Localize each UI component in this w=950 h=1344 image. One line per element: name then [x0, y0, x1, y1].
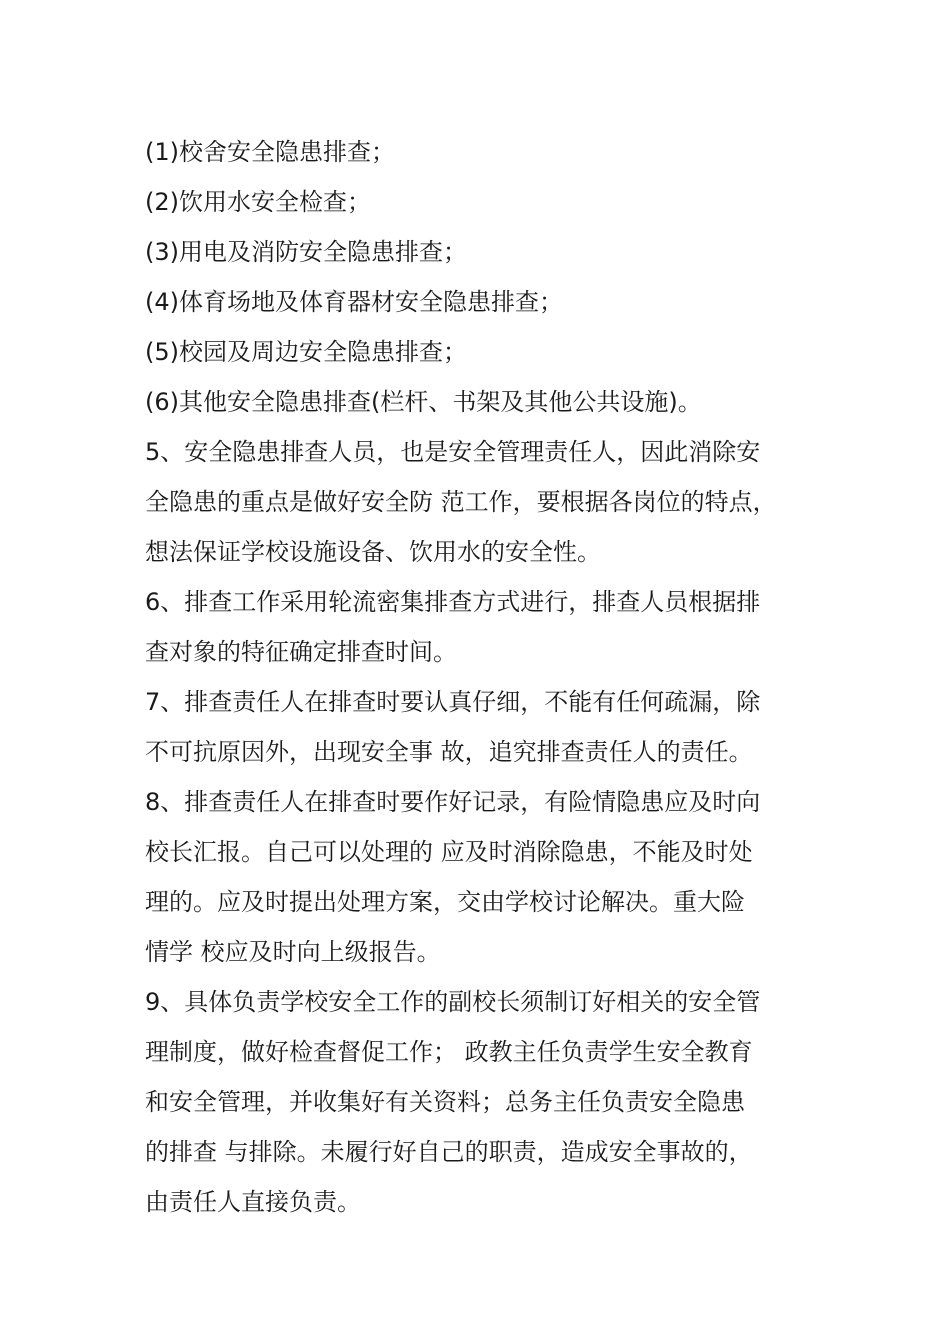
text-line: (4)体育场地及体育器材安全隐患排查；: [145, 288, 563, 316]
text-line: 8、排查责任人在排查时要作好记录，有险情隐患应及时向: [145, 788, 761, 816]
paragraph: [145, 327, 835, 377]
text-line: (2)饮用水安全检查；: [145, 188, 371, 216]
text-line: 5、安全隐患排查人员，也是安全管理责任人，因此消除安: [145, 438, 761, 466]
text-line: 6、排查工作采用轮流密集排查方式进行，排查人员根据排: [145, 588, 761, 616]
text-line: 想法保证学校设施设备、饮用水的安全性。: [145, 538, 601, 566]
paragraph: [145, 277, 835, 327]
text-line: 校长汇报。自己可以处理的 应及时消除隐患，不能及时处: [145, 838, 753, 866]
paragraph: [145, 377, 835, 427]
text-line: 理的。应及时提出处理方案，交由学校讨论解决。重大险: [145, 888, 745, 916]
text-line: 不可抗原因外，出现安全事 故，追究排查责任人的责任。: [145, 738, 753, 766]
text-line: 情学 校应及时向上级报告。: [145, 938, 441, 966]
paragraph: [145, 177, 835, 227]
text-line: (1)校舍安全隐患排查；: [145, 138, 395, 166]
text-line: (5)校园及周边安全隐患排查；: [145, 338, 467, 366]
text-line: (3)用电及消防安全隐患排查；: [145, 238, 467, 266]
paragraph: [145, 127, 835, 177]
text-line: 9、具体负责学校安全工作的副校长须制订好相关的安全管: [145, 988, 761, 1016]
text-line: 的排查 与排除。未履行好自己的职责，造成安全事故的，: [145, 1138, 753, 1166]
paragraph: [145, 777, 835, 977]
paragraph: [145, 577, 835, 677]
text-line: (6)其他安全隐患排查(栏杆、书架及其他公共设施)。: [145, 388, 702, 416]
paragraph: [145, 677, 835, 777]
text-line: 由责任人直接负责。: [145, 1188, 361, 1216]
paragraph: [145, 227, 835, 277]
paragraph: [145, 977, 835, 1227]
text-line: 7、排查责任人在排查时要认真仔细，不能有任何疏漏，除: [145, 688, 761, 716]
text-line: 理制度，做好检查督促工作； 政教主任负责学生安全教育: [145, 1038, 753, 1066]
text-line: 查对象的特征确定排查时间。: [145, 638, 457, 666]
document-body: [145, 127, 835, 1227]
text-line: 和安全管理，并收集好有关资料；总务主任负责安全隐患: [145, 1088, 745, 1116]
paragraph: [145, 427, 835, 577]
text-line: 全隐患的重点是做好安全防 范工作，要根据各岗位的特点，: [145, 488, 777, 516]
